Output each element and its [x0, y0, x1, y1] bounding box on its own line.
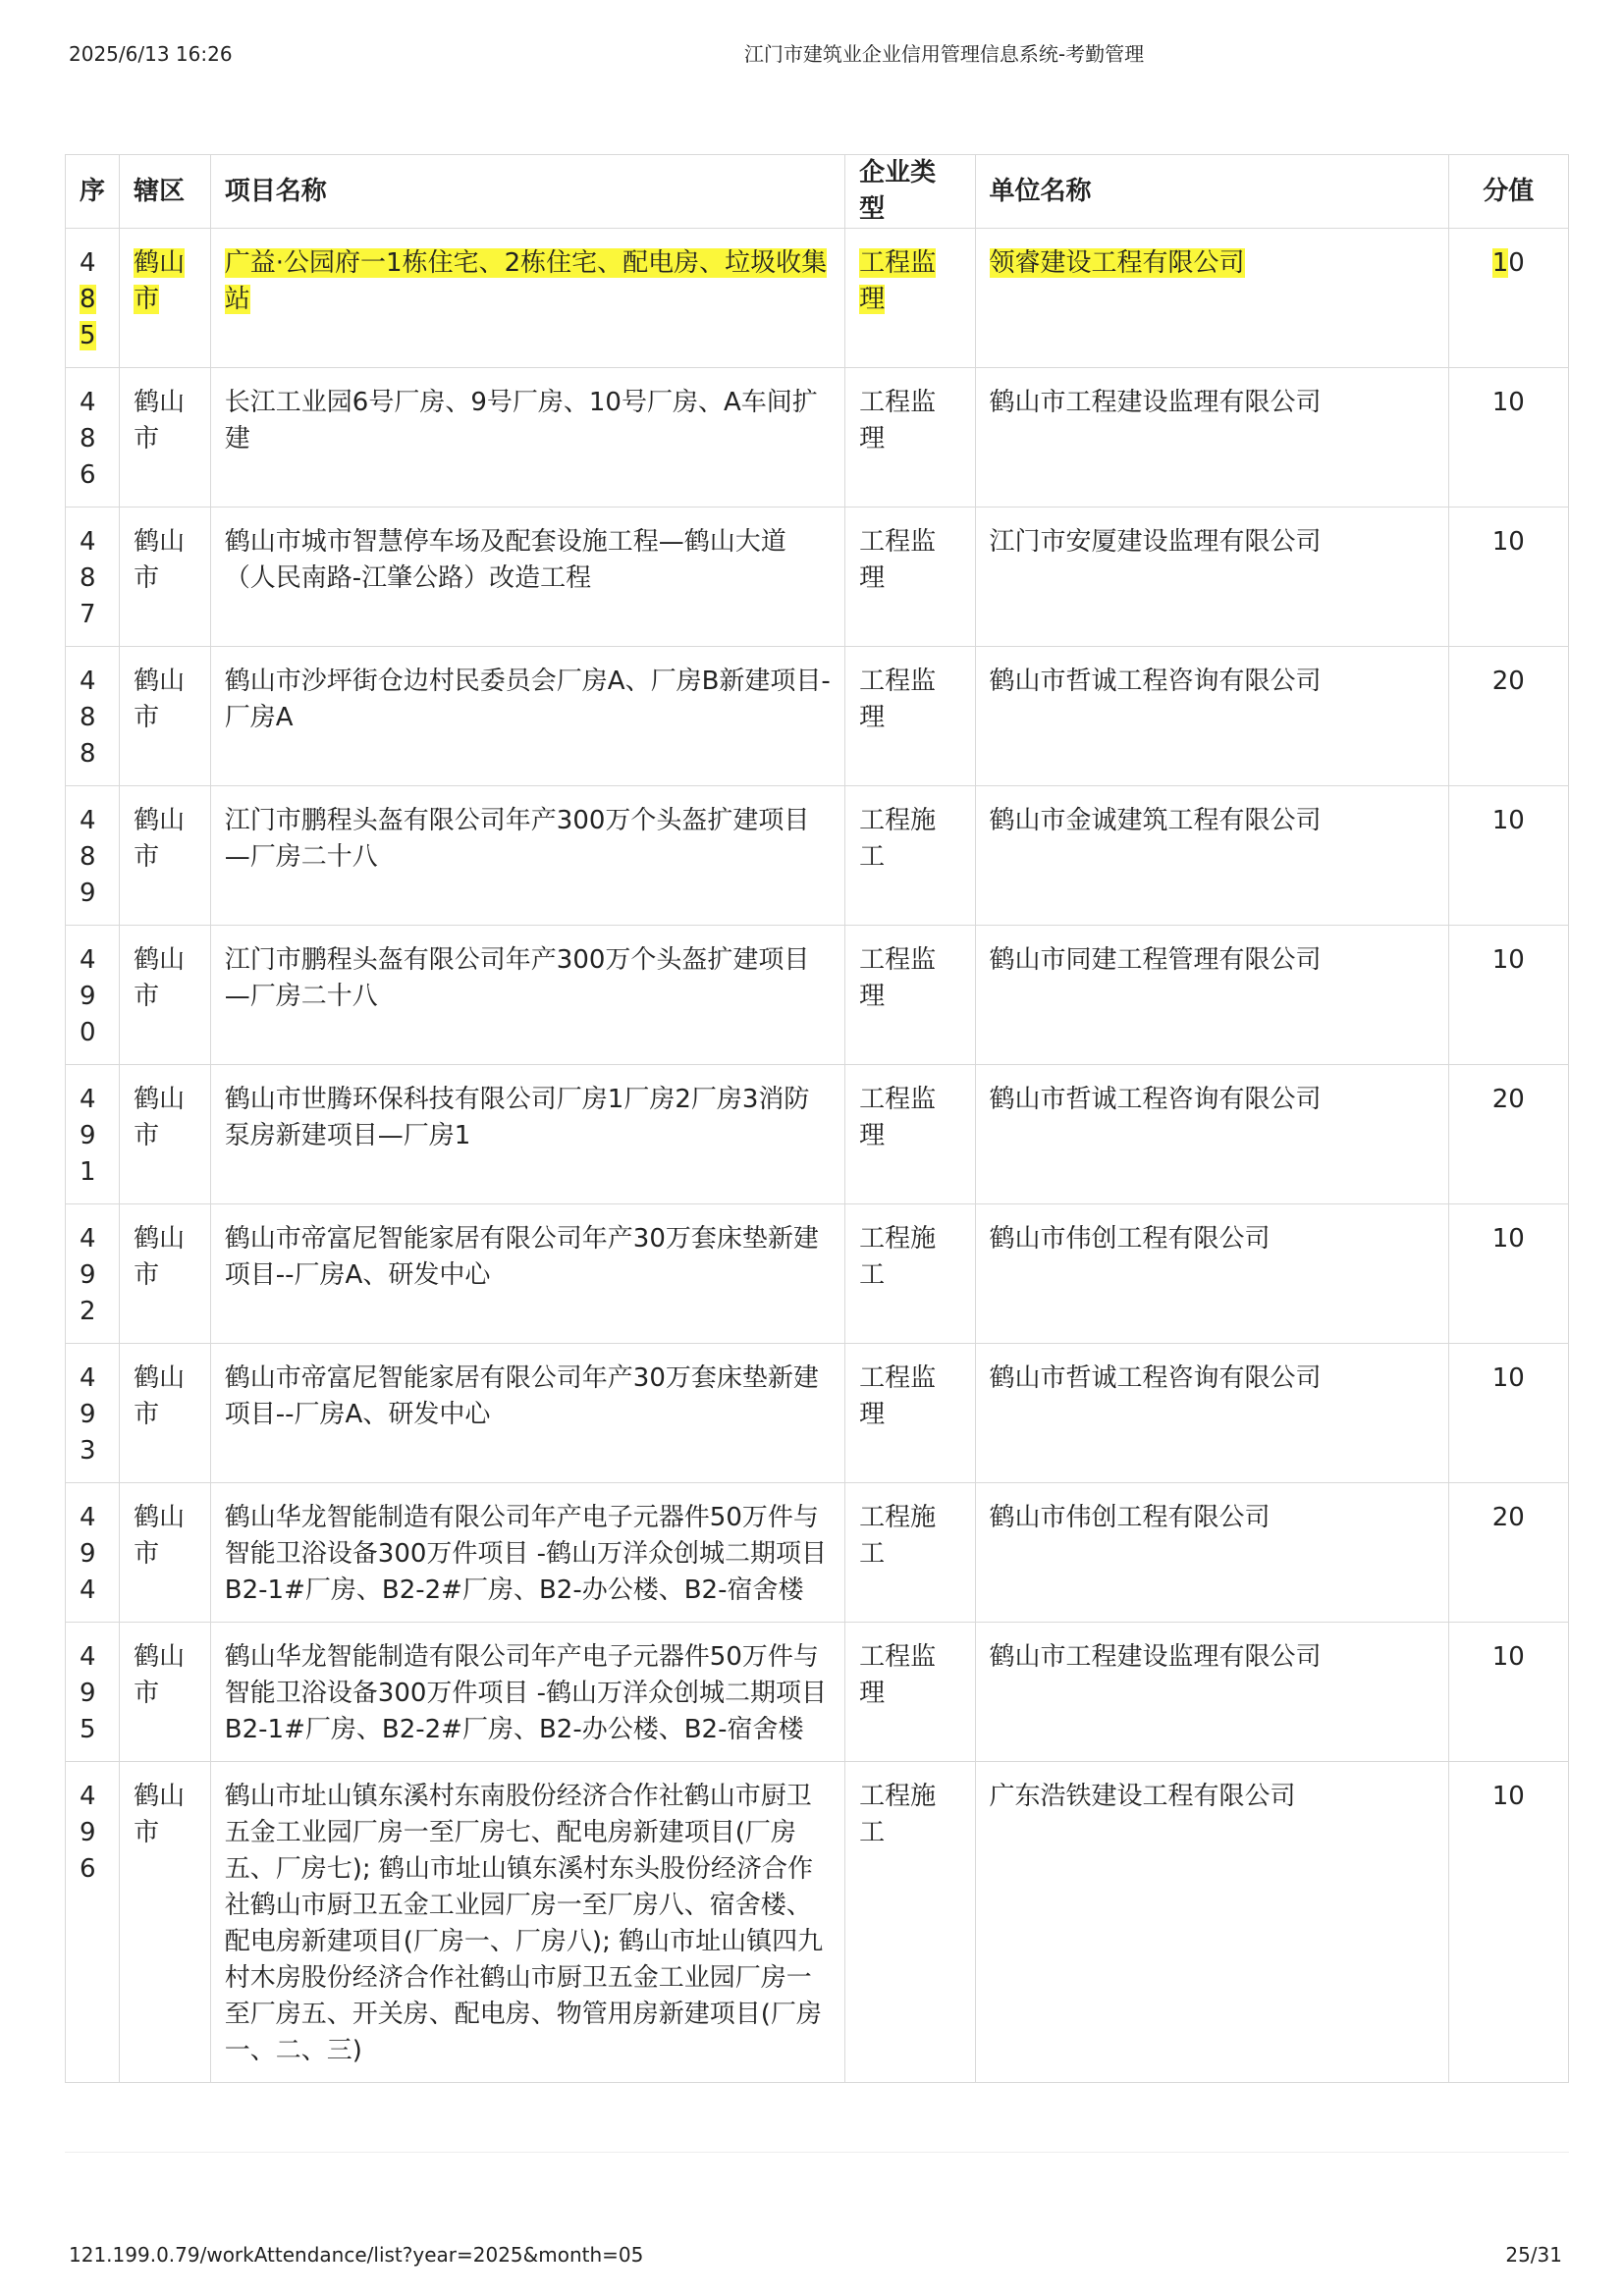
cell-seq: 486	[66, 368, 120, 507]
print-header	[69, 39, 1554, 69]
column-header-score: 分值	[1448, 155, 1568, 229]
page-number: 25/31	[1505, 2243, 1562, 2267]
table-row	[66, 1623, 1569, 1762]
cell-seq: 492	[66, 1204, 120, 1344]
cell-seq: 493	[66, 1344, 120, 1483]
cell-project: 江门市鹏程头盔有限公司年产300万个头盔扩建项目—厂房二十八	[210, 926, 844, 1065]
cell-project: 鹤山华龙智能制造有限公司年产电子元器件50万件与智能卫浴设备300万件项目 -鹤山万洋众创城二期项目B2-1#厂房、B2-2#厂房、B2-办公楼、B2-宿舍楼	[210, 1623, 844, 1762]
cell-district	[120, 229, 211, 368]
cell-project: 江门市鹏程头盔有限公司年产300万个头盔扩建项目—厂房二十八	[210, 786, 844, 926]
cell-project: 鹤山华龙智能制造有限公司年产电子元器件50万件与智能卫浴设备300万件项目 -鹤山万洋众创城二期项目B2-1#厂房、B2-2#厂房、B2-办公楼、B2-宿舍楼	[210, 1483, 844, 1623]
cell-unit: 鹤山市伟创工程有限公司	[975, 1483, 1448, 1623]
cell-type: 工程监理	[845, 1344, 975, 1483]
cell-project: 长江工业园6号厂房、9号厂房、10号厂房、A车间扩建	[210, 368, 844, 507]
table-row	[66, 1344, 1569, 1483]
table-row	[66, 1762, 1569, 2083]
cell-district: 鹤山市	[120, 368, 211, 507]
cell-district: 鹤山市	[120, 1065, 211, 1204]
cell-unit: 鹤山市同建工程管理有限公司	[975, 926, 1448, 1065]
column-header-district: 辖区	[120, 155, 211, 229]
cell-seq: 494	[66, 1483, 120, 1623]
column-header-project: 项目名称	[210, 155, 844, 229]
print-datetime: 2025/6/13 16:26	[69, 42, 233, 66]
table-row	[66, 229, 1569, 368]
cell-type: 工程施工	[845, 1762, 975, 2083]
cell-score: 20	[1448, 1065, 1568, 1204]
cell-type	[845, 229, 975, 368]
cell-district: 鹤山市	[120, 507, 211, 647]
cell-seq: 489	[66, 786, 120, 926]
cell-type: 工程监理	[845, 926, 975, 1065]
cell-score-highlight: 1	[1491, 248, 1509, 278]
cell-score: 10	[1448, 368, 1568, 507]
cell-unit	[975, 229, 1448, 368]
cell-project: 鹤山市帝富尼智能家居有限公司年产30万套床垫新建项目--厂房A、研发中心	[210, 1204, 844, 1344]
cell-seq: 488	[66, 647, 120, 786]
cell-project: 鹤山市沙坪街仓边村民委员会厂房A、厂房B新建项目-厂房A	[210, 647, 844, 786]
cell-unit-text: 领睿建设工程有限公司	[989, 248, 1245, 278]
cell-district: 鹤山市	[120, 1344, 211, 1483]
cell-project: 鹤山市帝富尼智能家居有限公司年产30万套床垫新建项目--厂房A、研发中心	[210, 1344, 844, 1483]
cell-type: 工程监理	[845, 368, 975, 507]
table-row	[66, 1065, 1569, 1204]
column-header-seq: 序	[66, 155, 120, 229]
cell-unit: 鹤山市哲诚工程咨询有限公司	[975, 1065, 1448, 1204]
cell-type: 工程监理	[845, 1065, 975, 1204]
cell-unit: 鹤山市工程建设监理有限公司	[975, 368, 1448, 507]
table-row	[66, 786, 1569, 926]
cell-type-text: 工程监理	[859, 248, 937, 314]
cell-unit: 鹤山市哲诚工程咨询有限公司	[975, 1344, 1448, 1483]
cell-district: 鹤山市	[120, 1483, 211, 1623]
cell-score: 20	[1448, 1483, 1568, 1623]
cell-score: 10	[1448, 1204, 1568, 1344]
column-header-type: 企业类型	[845, 155, 975, 229]
table-row	[66, 1483, 1569, 1623]
table-row	[66, 647, 1569, 786]
cell-district: 鹤山市	[120, 926, 211, 1065]
column-header-unit: 单位名称	[975, 155, 1448, 229]
cell-score: 10	[1448, 786, 1568, 926]
cell-seq: 495	[66, 1623, 120, 1762]
cell-project-text: 广益·公园府一1栋住宅、2栋住宅、配电房、垃圾收集站	[224, 248, 828, 314]
cell-district: 鹤山市	[120, 1204, 211, 1344]
cell-unit: 广东浩铁建设工程有限公司	[975, 1762, 1448, 2083]
cell-district: 鹤山市	[120, 647, 211, 786]
page-url: 121.199.0.79/workAttendance/list?year=2025&month=05	[69, 2243, 644, 2267]
cell-district-text: 鹤山市	[134, 248, 186, 314]
table-row	[66, 926, 1569, 1065]
cell-type: 工程监理	[845, 507, 975, 647]
table-row	[66, 1204, 1569, 1344]
cell-type: 工程监理	[845, 647, 975, 786]
cell-seq: 490	[66, 926, 120, 1065]
cell-project: 鹤山市世腾环保科技有限公司厂房1厂房2厂房3消防泵房新建项目—厂房1	[210, 1065, 844, 1204]
cell-seq	[66, 229, 120, 368]
cell-unit: 鹤山市工程建设监理有限公司	[975, 1623, 1448, 1762]
print-footer	[69, 2240, 1562, 2269]
cell-score	[1448, 229, 1568, 368]
table-header-row	[66, 155, 1569, 229]
cell-type: 工程监理	[845, 1623, 975, 1762]
cell-seq-part: 4	[80, 248, 96, 278]
attendance-table-container	[65, 154, 1569, 2083]
cell-score: 10	[1448, 1762, 1568, 2083]
cell-project: 鹤山市城市智慧停车场及配套设施工程—鹤山大道（人民南路-江肇公路）改造工程	[210, 507, 844, 647]
cell-seq: 496	[66, 1762, 120, 2083]
attendance-table	[65, 154, 1569, 2083]
cell-unit: 鹤山市金诚建筑工程有限公司	[975, 786, 1448, 926]
cell-score: 10	[1448, 1344, 1568, 1483]
cell-score: 10	[1448, 507, 1568, 647]
table-row	[66, 507, 1569, 647]
cell-score: 20	[1448, 647, 1568, 786]
cell-project: 鹤山市址山镇东溪村东南股份经济合作社鹤山市厨卫五金工业园厂房一至厂房七、配电房新建项目(厂房五、厂房七); 鹤山市址山镇东溪村东头股份经济合作社鹤山市厨卫五金工业园厂房一至厂房八、宿舍楼、配电房新建项目(厂房一、厂房八); 鹤山市址山镇四九村木房股份经济合作社鹤山市厨卫五金工业园厂房一至厂房五、开关房、配电房、物管用房新建项目(厂房一、二、三)	[210, 1762, 844, 2083]
cell-type: 工程施工	[845, 1483, 975, 1623]
page-title: 江门市建筑业企业信用管理信息系统-考勤管理	[743, 42, 1145, 66]
cell-seq: 491	[66, 1065, 120, 1204]
cell-type: 工程施工	[845, 786, 975, 926]
cell-unit: 鹤山市伟创工程有限公司	[975, 1204, 1448, 1344]
cell-seq-highlight: 85	[80, 285, 96, 350]
cell-score-part: 0	[1508, 248, 1525, 278]
cell-unit: 江门市安厦建设监理有限公司	[975, 507, 1448, 647]
table-row	[66, 368, 1569, 507]
footer-divider	[65, 2152, 1569, 2153]
cell-seq: 487	[66, 507, 120, 647]
cell-district: 鹤山市	[120, 786, 211, 926]
cell-project	[210, 229, 844, 368]
cell-score: 10	[1448, 926, 1568, 1065]
cell-district: 鹤山市	[120, 1762, 211, 2083]
cell-type: 工程施工	[845, 1204, 975, 1344]
cell-unit: 鹤山市哲诚工程咨询有限公司	[975, 647, 1448, 786]
cell-district: 鹤山市	[120, 1623, 211, 1762]
cell-score: 10	[1448, 1623, 1568, 1762]
